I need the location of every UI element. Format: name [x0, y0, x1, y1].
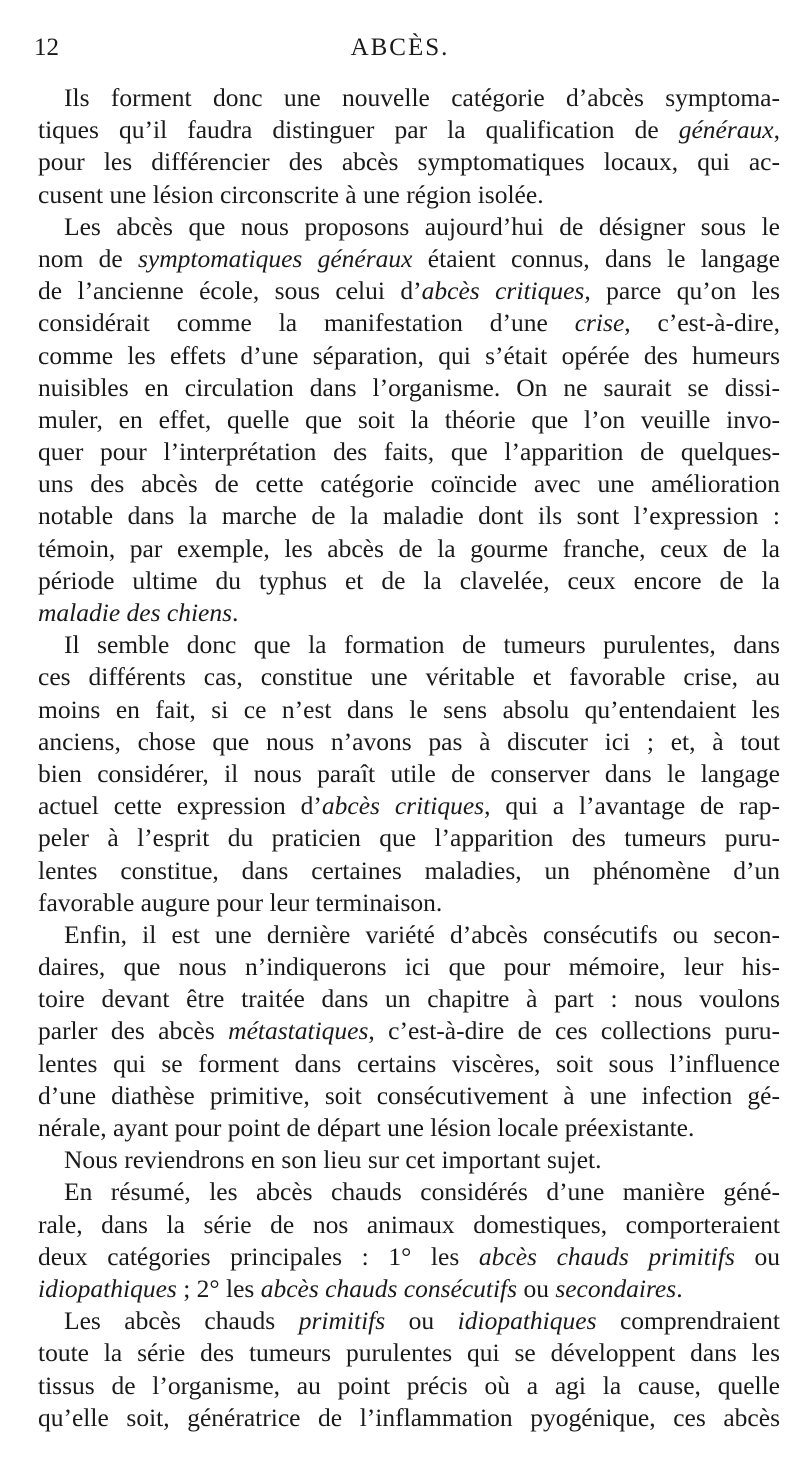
text-segment: ; 2° les [176, 1273, 261, 1303]
text-line [38, 822, 780, 854]
text-segment: période ultime du typhus et de la clavelée, ceux encore de la [38, 565, 780, 595]
text-line [38, 500, 780, 532]
text-segment: considérait comme la manifestation d’une [38, 308, 575, 338]
text-line [38, 533, 780, 565]
text-segment: qu’elle soit, génératrice de l’inflammation pyogénique, ces abcès [38, 1402, 780, 1432]
text-segment: lentes qui se forment dans certains viscères, soit sous l’influence [38, 1048, 780, 1078]
text-segment: , [773, 115, 780, 145]
italic-text: maladie des chiens [38, 598, 233, 627]
text-line [38, 1209, 780, 1241]
text-line [38, 919, 780, 951]
italic-text: secondaires [555, 1273, 677, 1303]
text-line [38, 179, 780, 211]
text-segment: Les abcès chauds [64, 1306, 299, 1336]
text-line [38, 114, 780, 146]
text-segment: ou [517, 1273, 556, 1303]
text-segment: En résumé, les abcès chauds considérés d’une manière géné- [64, 1177, 780, 1207]
text-segment: Nous reviendrons en son lieu sur cet important sujet. [64, 1145, 602, 1175]
text-segment: quer pour l’interprétation des faits, que l’apparition de quelques- [38, 437, 780, 467]
italic-text: abcès critiques [421, 276, 585, 306]
text-segment: daires, que nous n’indiquerons ici que pour mémoire, leur his- [38, 952, 780, 982]
text-segment: toire devant être traitée dans un chapitre à part : nous voulons [38, 984, 780, 1014]
text-segment: . [676, 1273, 683, 1303]
text-segment: ou [734, 1241, 780, 1271]
italic-text: métastatiques [228, 1016, 369, 1046]
text-segment: comprendraient [596, 1306, 780, 1336]
italic-text: idiopathiques [38, 1273, 177, 1303]
text-segment: tissus de l’organisme, au point précis où a agi la cause, quelle [38, 1370, 780, 1400]
text-line [38, 82, 780, 114]
text-segment: ces différents cas, constitue une véritable et favorable crise, au [38, 662, 780, 692]
italic-text: abcès critiques [321, 791, 485, 821]
text-segment: nom de [38, 243, 138, 273]
text-line [38, 951, 780, 983]
text-segment: d’une diathèse primitive, soit consécutivement à une infection gé- [38, 1080, 780, 1110]
text-line [38, 211, 780, 243]
text-segment: peler à l’esprit du praticien que l’apparition des tumeurs puru- [38, 823, 780, 853]
text-segment: rale, dans la série de nos animaux domestiques, comporteraient [38, 1209, 780, 1239]
text-line [38, 1015, 780, 1047]
text-segment: étaient connus, dans le langage [412, 243, 780, 273]
text-line [38, 855, 780, 887]
text-line [38, 404, 780, 436]
text-line [38, 758, 780, 790]
italic-text: abcès chauds primitifs [478, 1241, 735, 1271]
text-line [38, 661, 780, 693]
text-line [38, 1273, 780, 1305]
text-line [38, 887, 780, 919]
text-line [38, 1370, 780, 1402]
text-segment: Il semble donc que la formation de tumeurs purulentes, dans [64, 630, 780, 660]
text-line [38, 565, 780, 597]
text-line [38, 1080, 780, 1112]
text-segment: ou [385, 1306, 458, 1336]
text-line [38, 243, 780, 275]
text-segment: de l’ancienne école, sous celui d’ [38, 276, 422, 306]
italic-text: crise [574, 308, 625, 338]
text-line [38, 468, 780, 500]
text-segment: parler des abcès [38, 1016, 229, 1046]
text-segment: Enfin, il est une dernière variété d’abcès consécutifs ou secon- [64, 919, 780, 949]
text-line [38, 1305, 780, 1337]
italic-text: abcès chauds consécutifs [260, 1273, 518, 1303]
text-segment: , parce qu’on les [584, 276, 780, 306]
italic-text: primitifs [298, 1306, 386, 1336]
page-number: 12 [34, 34, 59, 61]
page-header [34, 34, 766, 68]
text-segment: nérale, ayant pour point de départ une lésion locale préexistante. [38, 1113, 695, 1142]
text-segment: uns des abcès de cette catégorie coïncide avec une amélioration [38, 469, 780, 499]
text-line [38, 436, 780, 468]
running-title: ABCÈS. [350, 34, 450, 61]
text-segment: pour les différencier des abcès symptomatiques locaux, qui ac- [38, 147, 780, 177]
text-line [38, 726, 780, 758]
body-text [38, 82, 780, 1434]
text-segment: nuisibles en circulation dans l’organisme. On ne saurait se dissi- [38, 372, 780, 402]
text-line [38, 597, 780, 629]
text-segment: toute la série des tumeurs purulentes qui se développent dans les [38, 1338, 780, 1368]
text-segment: témoin, par exemple, les abcès de la gourme franche, ceux de la [38, 533, 780, 563]
text-line [38, 1048, 780, 1080]
text-segment: moins en fait, si ce n’est dans le sens absolu qu’entendaient les [38, 694, 780, 724]
text-line [38, 629, 780, 661]
text-line [38, 790, 780, 822]
text-line [38, 1144, 780, 1176]
text-segment: , c’est-à-dire, [624, 308, 780, 338]
text-line [38, 1176, 780, 1208]
italic-text: idiopathiques [457, 1306, 597, 1336]
text-segment: deux catégories principales : 1° les [38, 1241, 479, 1271]
text-segment: actuel cette expression d’ [38, 791, 322, 821]
text-segment: lentes constitue, dans certaines maladies, un phénomène d’un [38, 855, 780, 885]
text-line [38, 1241, 780, 1273]
text-line [38, 275, 780, 307]
text-segment: Ils forment donc une nouvelle catégorie d’abcès symptoma- [64, 83, 780, 112]
text-segment: tiques qu’il faudra distinguer par la qualification de [38, 115, 679, 145]
text-segment: comme les effets d’une séparation, qui s’était opérée des humeurs [38, 340, 780, 370]
text-line [38, 1112, 780, 1144]
text-segment: cusent une lésion circonscrite à une région isolée. [38, 179, 544, 209]
text-line [38, 307, 780, 339]
text-segment: Les abcès que nous proposons aujourd’hui de désigner sous le [64, 211, 780, 241]
text-segment: anciens, chose que nous n’avons pas à discuter ici ; et, à tout [38, 726, 780, 756]
text-segment: , c’est-à-dire de ces collections puru- [368, 1016, 780, 1046]
italic-text: généraux [678, 115, 774, 145]
text-line [38, 694, 780, 726]
italic-text: symptomatiques généraux [138, 243, 413, 273]
text-line [38, 983, 780, 1015]
text-line [38, 1402, 780, 1434]
text-segment: muler, en effet, quelle que soit la théorie que l’on veuille invo- [38, 404, 780, 434]
text-line [38, 146, 780, 178]
text-segment: notable dans la marche de la maladie dont ils sont l’expression : [38, 501, 780, 531]
text-segment: , qui a l’avantage de rap- [484, 791, 780, 821]
text-segment: bien considérer, il nous paraît utile de conserver dans le langage [38, 758, 780, 788]
text-segment: favorable augure pour leur terminaison. [38, 887, 443, 917]
text-line [38, 340, 780, 372]
text-segment: . [232, 598, 239, 627]
text-line [38, 1337, 780, 1369]
text-line [38, 372, 780, 404]
